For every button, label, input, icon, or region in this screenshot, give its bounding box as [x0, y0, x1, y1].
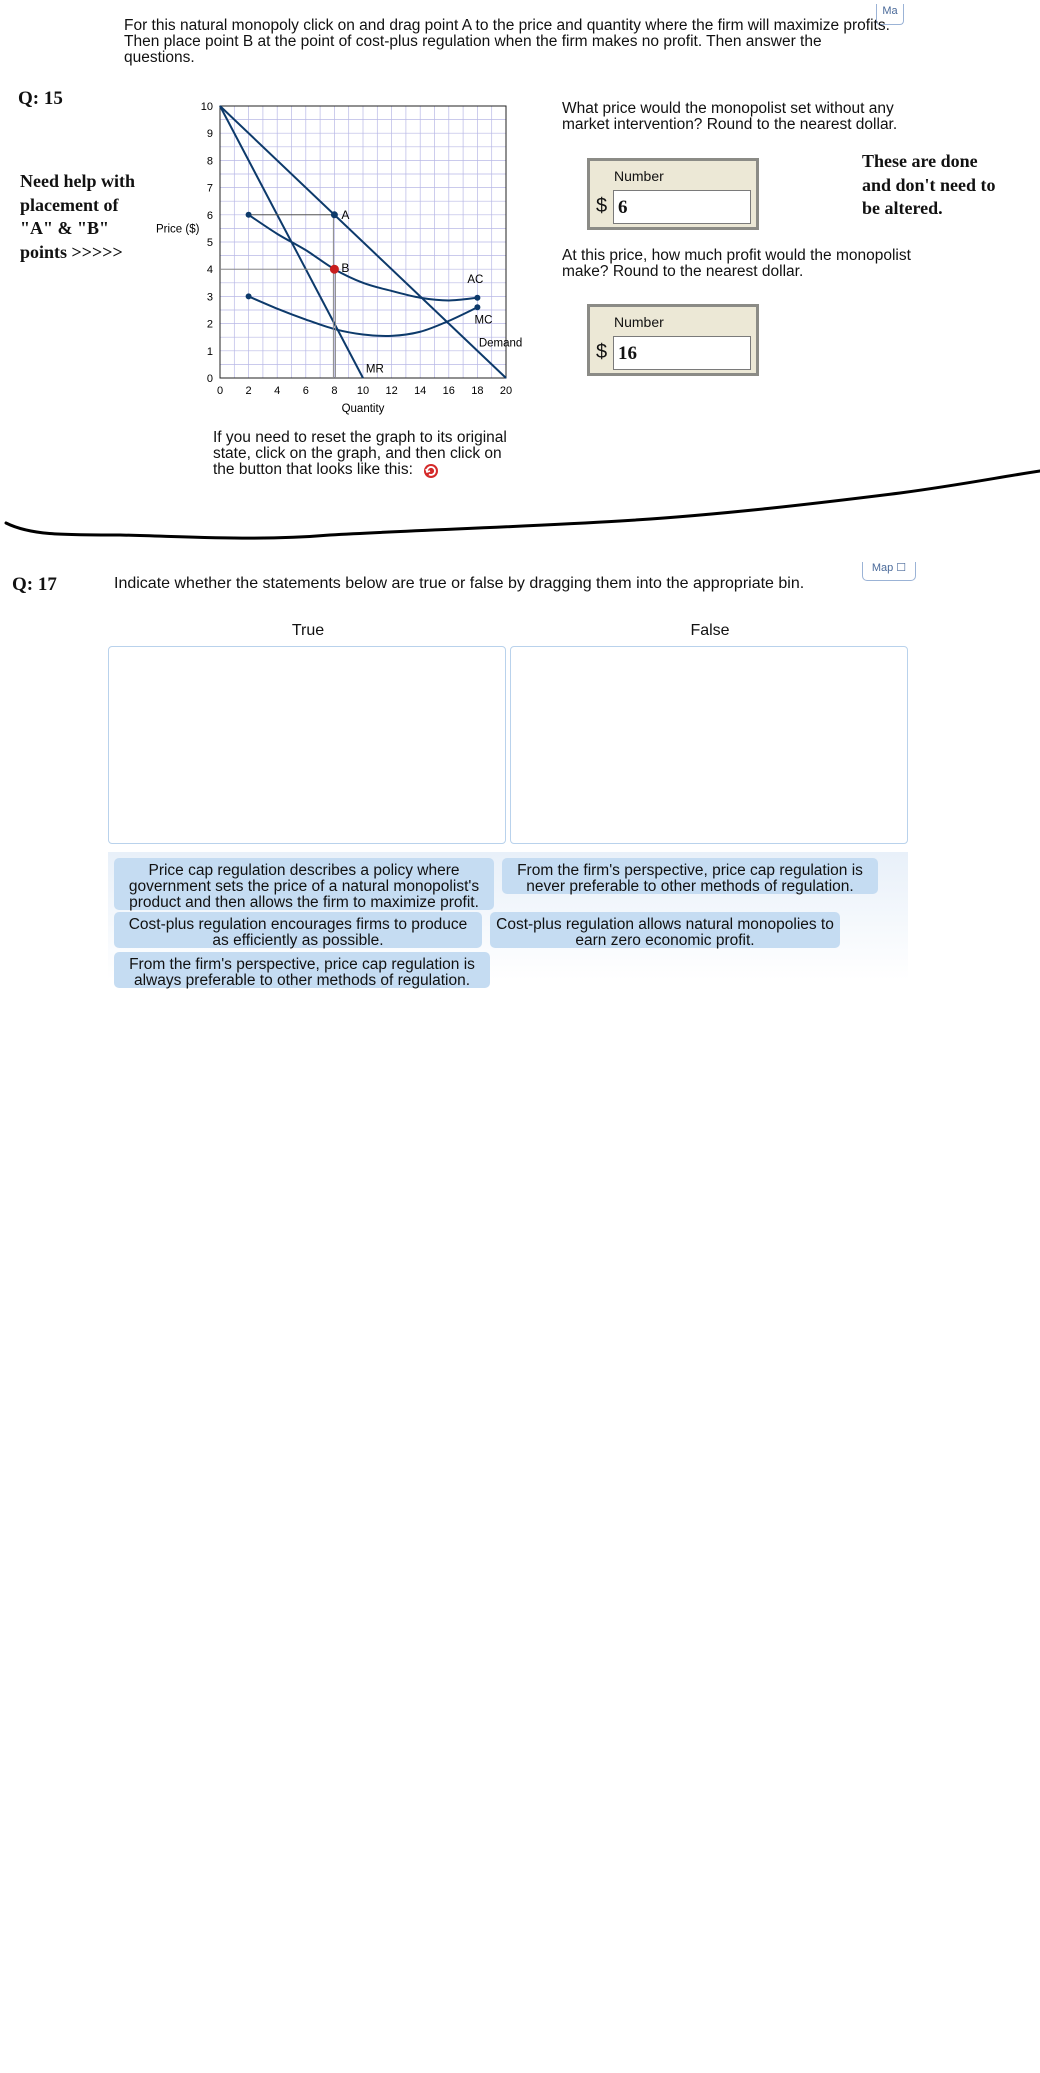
reset-note-text: If you need to reset the graph to its original state, click on the graph, and then click on the button that looks like this: — [213, 429, 507, 478]
done-note-line: and don't need to — [862, 174, 996, 195]
done-note — [862, 150, 996, 221]
curve-endpoint — [474, 304, 480, 310]
x-tick-label: 2 — [245, 385, 252, 397]
mr-label: MR — [365, 363, 384, 376]
x-tick-label: 0 — [216, 385, 224, 397]
x-tick-label: 4 — [274, 385, 281, 397]
done-note-line: These are done — [862, 151, 978, 171]
x-tick-label: 20 — [499, 385, 513, 397]
done-note-line: be altered. — [862, 198, 943, 218]
point-b-label: B — [341, 261, 350, 276]
statement-card[interactable]: From the firm's perspective, price cap regulation is always preferable to other methods of regulation. — [114, 952, 490, 988]
answer-2-box — [587, 304, 759, 376]
statement-card[interactable]: From the firm's perspective, price cap regulation is never preferable to other methods of regulation. — [502, 858, 878, 894]
statement-card[interactable]: Cost-plus regulation allows natural monopolies to earn zero economic profit. — [490, 912, 840, 948]
question-1: What price would the monopolist set without any market intervention? Round to the nearest dollar. — [562, 100, 898, 133]
y-tick-label: 5 — [206, 237, 213, 249]
y-tick-label: 0 — [206, 373, 213, 385]
point-a-label: A — [341, 207, 350, 222]
ma-tab[interactable]: Ma — [876, 4, 904, 25]
dollar-sign: $ — [596, 195, 608, 217]
y-tick-label: 8 — [206, 155, 213, 168]
ac-label: AC — [467, 273, 484, 286]
graph-ticks — [201, 101, 512, 397]
y-tick-label: 4 — [206, 264, 213, 277]
point-a — [331, 211, 338, 218]
q17-instructions: Indicate whether the statements below are true or false by dragging them into the appropriate bin. — [114, 575, 805, 592]
mc-label: MC — [474, 314, 493, 327]
statement-card[interactable]: Price cap regulation describes a policy where government sets the price of a natural monopolist's product and then allows the firm to maximize profit. — [114, 858, 494, 910]
help-note-line: "A" & "B" — [20, 218, 109, 238]
answer-2-label: Number — [614, 314, 664, 330]
help-note-line: points >>>>> — [20, 241, 123, 262]
x-tick-label: 10 — [356, 385, 370, 397]
x-tick-label: 16 — [442, 385, 455, 397]
curve-endpoint — [474, 295, 480, 301]
help-note-line: Need help with — [20, 171, 136, 191]
x-tick-label: 6 — [302, 385, 309, 397]
y-tick-label: 2 — [206, 318, 213, 331]
answer-1-label: Number — [614, 168, 664, 184]
y-axis-label: Price ($) — [156, 223, 200, 236]
y-tick-label: 1 — [206, 345, 213, 358]
false-bin[interactable] — [510, 646, 908, 844]
help-note-line: placement of — [20, 194, 119, 215]
dollar-sign: $ — [596, 341, 608, 363]
y-tick-label: 7 — [206, 182, 213, 195]
help-note — [20, 170, 135, 264]
true-bin[interactable] — [108, 646, 506, 844]
y-tick-label: 10 — [200, 101, 213, 113]
y-tick-label: 9 — [206, 128, 213, 141]
y-tick-label: 6 — [206, 209, 213, 222]
answer-1-box — [587, 158, 759, 230]
statement-card[interactable]: Cost-plus regulation encourages firms to produce as efficiently as possible. — [114, 912, 482, 948]
x-tick-label: 14 — [414, 385, 427, 397]
supply-demand-graph[interactable] — [148, 96, 538, 416]
true-bin-title: True — [291, 622, 325, 639]
q17-label: Q: 17 — [12, 574, 57, 595]
map-tab[interactable]: Map ☐ — [862, 562, 916, 581]
question-2: At this price, how much profit would the monopolist make? Round to the nearest dollar. — [562, 247, 911, 280]
hand-drawn-divider — [0, 455, 1040, 555]
answer-1-input[interactable]: 6 — [613, 190, 751, 224]
curve-endpoint — [246, 212, 252, 218]
q15-instructions: For this natural monopoly click on and drag point A to the price and quantity where the firm will maximize profits. Then place point B at the point of cost-plus regulation when the firm makes no profit. Then answer the questions. — [124, 17, 890, 66]
x-tick-label: 8 — [331, 385, 338, 397]
x-axis-label: Quantity — [341, 403, 385, 415]
demand-label: Demand — [478, 337, 523, 350]
answer-2-input[interactable]: 16 — [613, 336, 751, 370]
x-tick-label: 18 — [471, 385, 484, 397]
false-bin-title: False — [690, 622, 730, 639]
y-tick-label: 3 — [206, 291, 213, 304]
x-tick-label: 12 — [385, 385, 398, 397]
q15-label: Q: 15 — [18, 88, 63, 109]
curve-endpoint — [246, 293, 252, 299]
point-b — [330, 265, 339, 274]
